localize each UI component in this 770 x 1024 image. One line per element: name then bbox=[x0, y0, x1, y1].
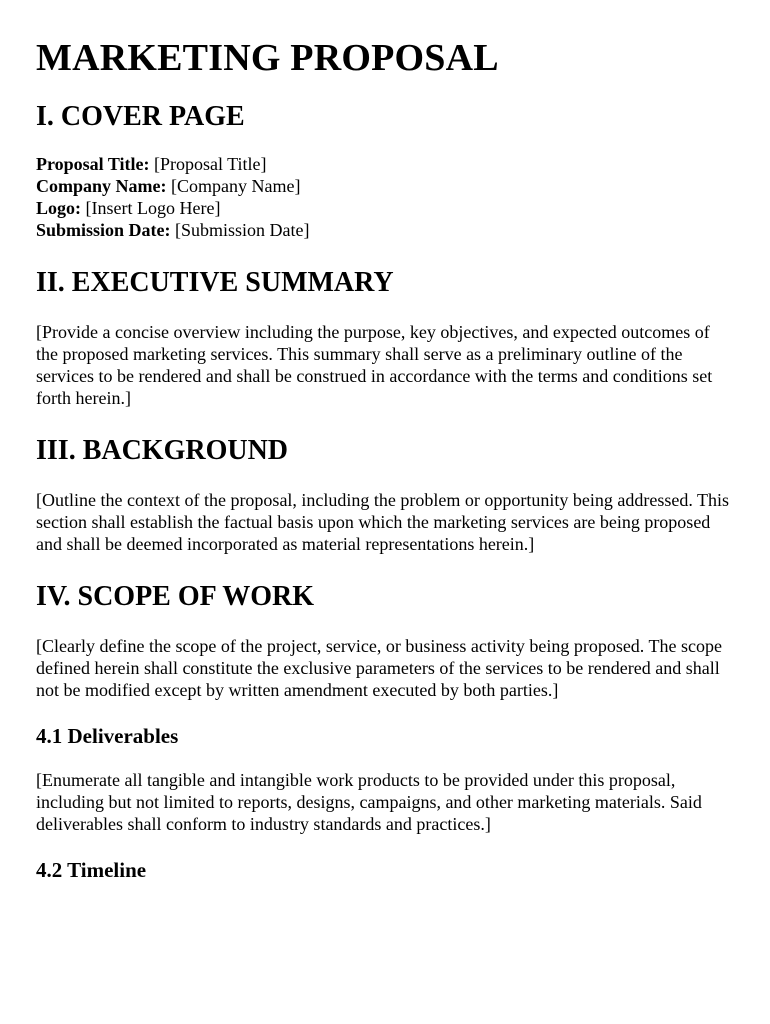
section-heading-scope-of-work: IV. SCOPE OF WORK bbox=[36, 581, 314, 612]
scope-of-work-text: [Clearly define the scope of the project, service, or business activity being proposed. The scope defined herein shall constitute the exclusive parameters of the services to be rendered and shall not be modified except by written amendment executed by both parties.] bbox=[36, 636, 722, 700]
document-title: MARKETING PROPOSAL bbox=[36, 37, 499, 79]
field-label: Submission Date: bbox=[36, 220, 171, 240]
deliverables-text: [Enumerate all tangible and intangible work products to be provided under this proposal, including but not limited to reports, designs, campaigns, and other marketing materials. Said deliverables shall conform to industry standards and practices.] bbox=[36, 770, 702, 834]
field-value: [Proposal Title] bbox=[154, 154, 267, 174]
subsection-heading-deliverables: 4.1 Deliverables bbox=[36, 724, 179, 748]
cover-page-fields bbox=[36, 153, 734, 241]
field-label: Proposal Title: bbox=[36, 154, 150, 174]
executive-summary-text: [Provide a concise overview including the purpose, key objectives, and expected outcomes of the proposed marketing services. This summary shall serve as a preliminary outline of the services to be rendered and shall be construed in accordance with the terms and conditions set forth herein.] bbox=[36, 322, 713, 408]
field-value: [Submission Date] bbox=[175, 220, 310, 240]
field-label: Logo: bbox=[36, 198, 81, 218]
background-text: [Outline the context of the proposal, including the problem or opportunity being addressed. This section shall establish the factual basis upon which the marketing services are being proposed and shall be deemed incorporated as material representations herein.] bbox=[36, 490, 730, 554]
field-proposal-title bbox=[36, 153, 734, 175]
field-value: [Company Name] bbox=[171, 176, 301, 196]
section-heading-cover-page: I. COVER PAGE bbox=[36, 101, 245, 132]
field-value: [Insert Logo Here] bbox=[85, 198, 221, 218]
section-heading-background: III. BACKGROUND bbox=[36, 435, 289, 466]
field-company-name bbox=[36, 175, 734, 197]
subsection-heading-timeline: 4.2 Timeline bbox=[36, 858, 147, 882]
field-label: Company Name: bbox=[36, 176, 167, 196]
section-heading-executive-summary: II. EXECUTIVE SUMMARY bbox=[36, 267, 394, 298]
field-submission-date bbox=[36, 219, 734, 241]
field-logo bbox=[36, 197, 734, 219]
